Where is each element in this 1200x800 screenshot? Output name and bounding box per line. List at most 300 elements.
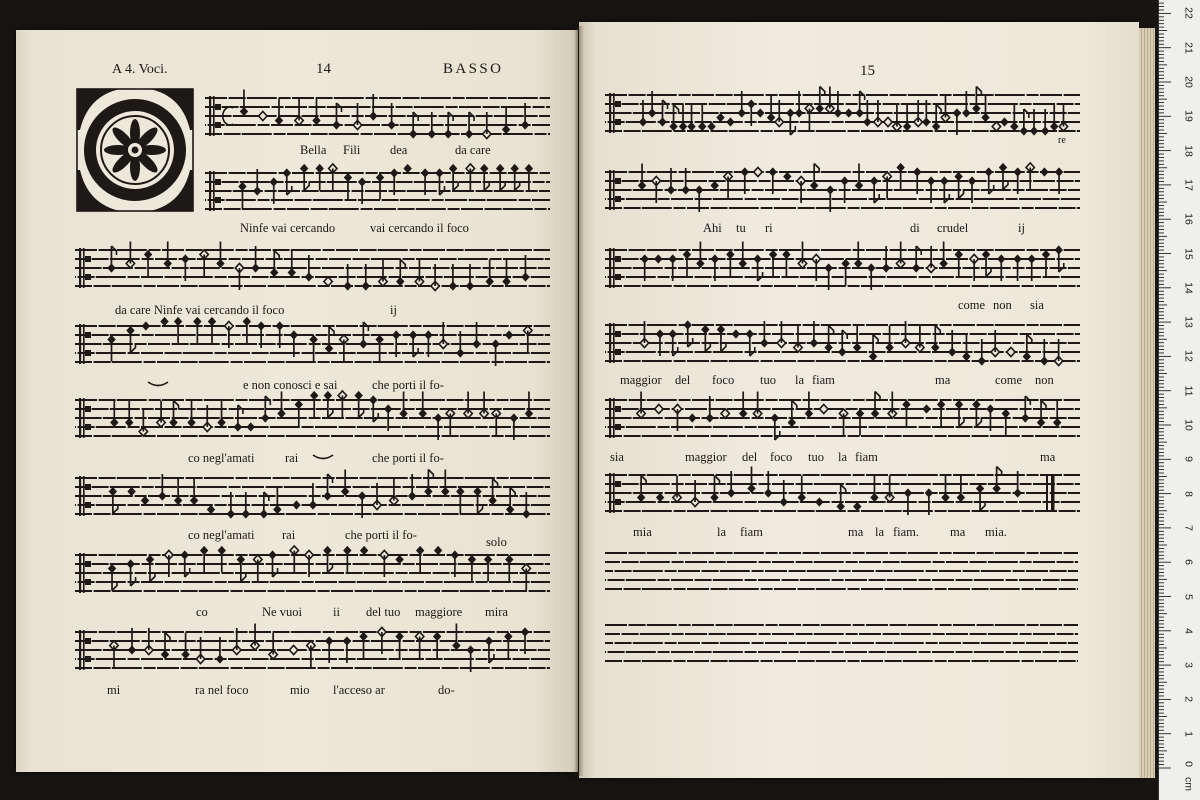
clef-bar [209, 171, 211, 211]
note [354, 391, 363, 418]
clef-bar [83, 476, 85, 516]
note [937, 400, 945, 427]
note [295, 400, 303, 427]
note [955, 250, 963, 277]
lyric-syllable: mio [290, 683, 310, 697]
note-head [756, 108, 764, 117]
ruler-number: 1 [1182, 730, 1195, 737]
note-head [403, 164, 411, 173]
note [200, 250, 208, 277]
ruler-number: 18 [1182, 144, 1195, 157]
note [329, 164, 337, 191]
music-staff [605, 163, 1080, 212]
music-staff [605, 392, 1080, 441]
note [289, 645, 297, 654]
music-staff [605, 625, 1078, 661]
clef-block [615, 101, 621, 107]
clef-block [85, 484, 91, 490]
clef-bar [613, 323, 615, 363]
note [288, 251, 296, 278]
clef-block [85, 502, 91, 508]
note [376, 173, 384, 200]
note [456, 487, 464, 514]
note [853, 326, 861, 353]
note [810, 164, 819, 191]
lyric-syllable: re [1058, 135, 1066, 146]
clef-block [215, 104, 221, 110]
note-head [207, 505, 215, 514]
note [480, 164, 489, 191]
note-head [716, 113, 724, 122]
clef-block [615, 196, 621, 202]
note-head [726, 117, 734, 126]
clef-bar [613, 248, 615, 288]
note [240, 90, 248, 117]
note [254, 555, 262, 582]
tie-mark [148, 382, 168, 386]
note [160, 317, 168, 326]
note [325, 327, 334, 354]
note [870, 476, 878, 503]
clef-bar [613, 473, 615, 513]
note [815, 497, 823, 506]
note [981, 96, 989, 123]
note [237, 555, 246, 582]
note [360, 546, 368, 555]
lyric-syllable: fiam [812, 373, 835, 387]
music-staff [75, 546, 550, 593]
note [1053, 401, 1061, 428]
note [656, 493, 664, 502]
lyric-syllable: l'acceso ar [333, 683, 385, 697]
note [310, 391, 318, 418]
note [816, 87, 825, 114]
clef-block [615, 274, 621, 280]
ruler-number: 0 [1182, 761, 1195, 767]
initial-center-dot [132, 147, 139, 154]
note [701, 325, 710, 352]
note-head [259, 111, 267, 120]
note [783, 172, 791, 181]
lyric-syllable: co [196, 605, 208, 619]
lyric-syllable: maggior [685, 450, 727, 464]
note [142, 321, 150, 330]
note [788, 401, 797, 428]
note [187, 401, 195, 428]
note [473, 487, 482, 514]
note [688, 413, 696, 422]
note [300, 164, 309, 191]
note [484, 555, 492, 582]
note [824, 326, 833, 353]
note [193, 317, 201, 344]
note [338, 391, 346, 418]
clef-bar [609, 248, 611, 288]
note [756, 108, 764, 117]
note [139, 410, 147, 437]
note [932, 105, 941, 132]
note [441, 470, 449, 497]
note [449, 164, 458, 191]
note [323, 546, 332, 573]
note [466, 164, 474, 191]
note [208, 317, 216, 344]
note [415, 632, 423, 659]
note [379, 260, 387, 287]
note [1007, 347, 1015, 356]
note [739, 392, 747, 419]
note [505, 330, 513, 339]
lyric-syllable: ii [333, 605, 340, 619]
ruler-number: 12 [1182, 350, 1195, 363]
clef-bar [83, 630, 85, 670]
clef-bar [83, 324, 85, 364]
lyric-syllable: non [993, 298, 1012, 312]
note [488, 479, 497, 506]
note [654, 254, 662, 263]
clef-bar [79, 248, 81, 288]
note [1037, 401, 1046, 428]
lyric-syllable: rai [282, 528, 296, 542]
note [506, 488, 515, 515]
note [962, 335, 970, 362]
lyric-syllable: ra nel foco [195, 683, 249, 697]
note-head [707, 122, 715, 131]
note [721, 409, 729, 418]
lyric-syllable: tuo [760, 373, 776, 387]
clef-block [85, 274, 91, 280]
note [939, 242, 947, 269]
note [174, 479, 182, 506]
tie-mark [313, 455, 333, 459]
lyric-syllable: del [742, 450, 758, 464]
note-head [754, 167, 762, 176]
note [698, 105, 706, 132]
note [295, 99, 303, 126]
note [108, 564, 117, 591]
note [955, 400, 964, 427]
note [277, 392, 285, 419]
note [885, 326, 893, 353]
music-staff [75, 624, 550, 673]
ruler-number: 13 [1182, 316, 1195, 328]
note-head [289, 645, 297, 654]
note [110, 401, 118, 428]
note [524, 326, 532, 353]
note-head [127, 487, 135, 496]
measuring-ruler [1158, 0, 1200, 800]
music-staff [605, 553, 1078, 589]
note [992, 467, 1001, 494]
note [312, 99, 320, 126]
clef-block [615, 481, 621, 487]
note [525, 164, 533, 191]
clef-block [85, 256, 91, 262]
ruler-number: 16 [1182, 213, 1195, 226]
lyric-syllable: mia [633, 525, 652, 539]
note [309, 335, 317, 362]
ruler-number: 21 [1182, 41, 1195, 54]
lyric-syllable: mira [485, 605, 508, 619]
note [767, 96, 775, 123]
note [1059, 105, 1067, 132]
note [109, 487, 118, 514]
note [316, 164, 324, 191]
note [941, 96, 949, 123]
note [710, 181, 718, 190]
clef-block [615, 349, 621, 355]
note [290, 546, 298, 573]
clef-bar [213, 171, 215, 211]
note-head [141, 496, 149, 505]
note [1042, 250, 1050, 277]
note [1010, 105, 1018, 132]
music-staff [205, 90, 550, 139]
note-head [815, 497, 823, 506]
note [243, 317, 251, 344]
ruler-number: 5 [1182, 593, 1195, 600]
note [343, 546, 351, 573]
note [181, 633, 189, 660]
note [511, 164, 520, 191]
lyric-syllable: ma [935, 373, 951, 387]
lyric-syllable: fiam [740, 525, 763, 539]
note [896, 163, 904, 190]
lyric-syllable: crudel [937, 221, 969, 235]
final-barline [1051, 475, 1055, 511]
clef-bar [79, 324, 81, 364]
note [169, 401, 178, 428]
note [673, 476, 681, 503]
note [1000, 117, 1008, 126]
lyric-syllable: fiam. [893, 525, 920, 539]
clef-bar [613, 398, 615, 438]
voice-count-heading: A 4. Voci. [112, 62, 168, 77]
note [845, 108, 853, 117]
note-head [434, 546, 442, 555]
note-head [292, 500, 300, 509]
note [390, 479, 398, 506]
note-head [721, 409, 729, 418]
note [999, 163, 1008, 190]
clef-bar [613, 170, 615, 210]
lyric-syllable: maggiore [415, 605, 463, 619]
note [424, 470, 433, 497]
note-head [655, 404, 663, 413]
note [747, 467, 755, 494]
note [395, 632, 403, 659]
music-staff [75, 470, 550, 519]
note [805, 104, 813, 131]
note-head [656, 493, 664, 502]
note [883, 172, 891, 199]
note [207, 505, 215, 514]
clef-bar [613, 93, 615, 133]
note [976, 484, 985, 511]
note [841, 259, 849, 286]
note [893, 105, 901, 132]
note-head [732, 329, 740, 338]
note [396, 260, 405, 287]
lyric-syllable: la [717, 525, 727, 539]
clef-bar [609, 170, 611, 210]
lyric-syllable: che porti il fo- [372, 378, 444, 392]
lyric-syllable: del [675, 373, 691, 387]
lyric-syllable: che porti il fo- [372, 451, 444, 465]
note [884, 117, 892, 126]
note [324, 277, 332, 286]
note [110, 641, 118, 668]
lyric-syllable: non [1035, 373, 1054, 387]
note [216, 242, 224, 269]
note [941, 476, 949, 503]
ruler-number: 8 [1182, 490, 1195, 497]
lyric-syllable: ma [950, 525, 966, 539]
note [217, 401, 225, 428]
note [464, 392, 472, 419]
clef-block [85, 561, 91, 567]
note [157, 401, 165, 428]
note [888, 392, 896, 419]
note [269, 633, 277, 660]
music-staff [605, 320, 1080, 365]
music-staff [75, 242, 550, 291]
lyric-syllable: vai cercando il foco [370, 221, 469, 235]
note [732, 329, 740, 338]
note [954, 172, 963, 199]
note [504, 632, 512, 659]
note-head [505, 330, 513, 339]
clef-block [615, 499, 621, 505]
ruler-number: 9 [1182, 456, 1195, 463]
music-staff [205, 164, 550, 211]
note [324, 391, 333, 418]
lyric-syllable: ma [1040, 450, 1056, 464]
note-head [160, 317, 168, 326]
note [916, 326, 924, 353]
note-head [783, 172, 791, 181]
note [871, 392, 880, 419]
note-head [1007, 347, 1015, 356]
note-head [710, 181, 718, 190]
note [972, 87, 981, 114]
lyric-syllable: ij [1018, 221, 1025, 235]
lyric-syllable: mi [107, 683, 121, 697]
note [724, 172, 732, 199]
note-head [688, 413, 696, 422]
note [416, 546, 424, 573]
note [805, 392, 813, 419]
lyric-syllable: sia [610, 450, 624, 464]
note [1023, 335, 1032, 362]
clef-block [615, 424, 621, 430]
lyric-syllable: mia. [985, 525, 1007, 539]
note [753, 392, 761, 419]
note [982, 250, 991, 277]
lyric-syllable: del tuo [366, 605, 401, 619]
clef-block [615, 331, 621, 337]
lyric-syllable: co negl'amati [188, 528, 255, 542]
ruler-number: 11 [1182, 385, 1195, 397]
note [820, 404, 828, 413]
lyric-syllable: Ahi [703, 221, 722, 235]
lyric-syllable: sia [1030, 298, 1044, 312]
ruler-number: 3 [1182, 662, 1195, 669]
note [885, 476, 893, 503]
music-staff [605, 467, 1080, 516]
note [270, 251, 279, 278]
note [218, 546, 226, 573]
note [637, 392, 645, 419]
note-head [922, 404, 930, 413]
note [696, 242, 704, 269]
clef-block [85, 332, 91, 338]
note [710, 476, 719, 503]
note-head [992, 122, 1000, 131]
lyric-syllable: da care [455, 143, 491, 157]
ruler-unit: cm [1182, 777, 1195, 791]
note-head [360, 546, 368, 555]
note [433, 632, 441, 659]
note [655, 404, 663, 413]
note [399, 392, 407, 419]
note [1002, 409, 1010, 436]
note [669, 105, 678, 132]
decorated-initial [77, 89, 193, 211]
note-head [142, 321, 150, 330]
note [1050, 105, 1058, 132]
note [452, 624, 460, 651]
note [200, 546, 208, 573]
note [707, 122, 715, 131]
note [434, 546, 442, 555]
note [190, 479, 198, 506]
note [853, 502, 861, 511]
clef-bar [83, 248, 85, 288]
lyric-syllable: fiam [855, 450, 878, 464]
clef-block [85, 579, 91, 585]
clef-block [215, 122, 221, 128]
note [107, 335, 115, 362]
note [164, 242, 172, 269]
note [716, 113, 724, 122]
left-page-number: 14 [316, 61, 331, 77]
note [127, 487, 135, 496]
note [638, 164, 646, 191]
right-page-number: 15 [860, 63, 875, 79]
note [902, 400, 910, 427]
note-head [395, 555, 403, 564]
note [505, 555, 513, 582]
note [375, 335, 383, 362]
note [769, 250, 777, 277]
note [292, 500, 300, 509]
note [395, 555, 403, 564]
note [972, 400, 981, 427]
note [247, 422, 255, 431]
note [726, 250, 734, 277]
clef-block [615, 256, 621, 262]
clef-bar [209, 96, 211, 136]
note [502, 260, 510, 287]
music-staff [605, 242, 1080, 291]
note [344, 173, 352, 200]
ruler-number: 6 [1182, 559, 1195, 566]
note [485, 260, 493, 287]
ruler-number: 22 [1182, 7, 1195, 20]
lyric-syllable: la [875, 525, 885, 539]
lyric-syllable: co negl'amati [188, 451, 255, 465]
